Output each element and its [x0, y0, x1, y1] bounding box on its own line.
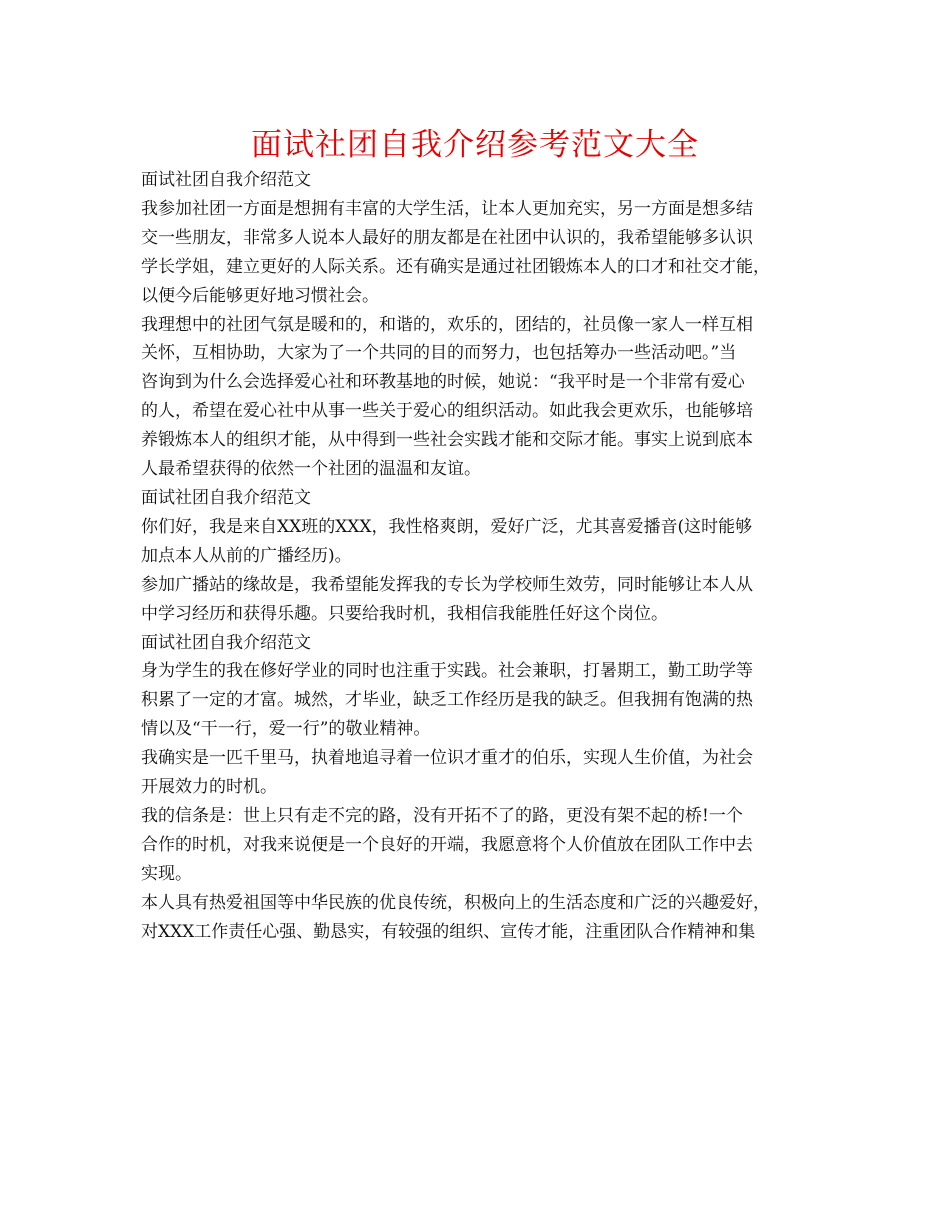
paragraph-line: 我的信条是：世上只有走不完的路，没有开拓不了的路，更没有架不起的桥!一个 — [141, 805, 743, 826]
paragraph-line: 关怀，互相协助，大家为了一个共同的目的而努力，也包括筹办一些活动吧。”当 — [141, 343, 737, 364]
paragraph-line: 学长学姐，建立更好的人际关系。还有确实是通过社团锻炼本人的口才和社交才能， — [141, 256, 770, 277]
paragraph-line: 的人，希望在爱心社中从事一些关于爱心的组织活动。如此我会更欢乐，也能够培 — [141, 401, 753, 422]
document-title: 面试社团自我介绍参考范文大全 — [251, 127, 699, 163]
paragraph-line: 面试社团自我介绍范文 — [141, 632, 311, 653]
paragraph-line: 本人具有热爱祖国等中华民族的优良传统，积极向上的生活态度和广泛的兴趣爱好， — [141, 892, 770, 913]
paragraph-line: 以便今后能够更好地习惯社会。 — [141, 285, 379, 306]
paragraph-line: 面试社团自我介绍范文 — [141, 170, 311, 190]
paragraph-line: 合作的时机，对我来说便是一个良好的开端，我愿意将个人价值放在团队工作中去 — [141, 834, 753, 855]
paragraph-line: 情以及“干一行，爱一行”的敬业精神。 — [141, 719, 431, 740]
paragraph — [141, 889, 821, 947]
paragraph — [141, 195, 821, 311]
paragraph-line: 人最希望获得的依然一个社团的温温和友谊。 — [141, 459, 481, 480]
paragraph — [141, 744, 821, 802]
paragraph-line: 交一些朋友，非常多人说本人最好的朋友都是在社团中认识的，我希望能够多认识 — [141, 227, 753, 248]
paragraph-line: 身为学生的我在修好学业的同时也注重于实践。社会兼职，打暑期工，勤工助学等 — [141, 661, 753, 682]
paragraph-line: 面试社团自我介绍范文 — [141, 487, 311, 508]
paragraph-line: 参加广播站的缘故是，我希望能发挥我的专长为学校师生效劳，同时能够让本人从 — [141, 574, 753, 595]
paragraph — [141, 629, 821, 658]
paragraph-line: 积累了一定的才富。城然，才毕业，缺乏工作经历是我的缺乏。但我拥有饱满的热 — [141, 690, 753, 711]
paragraph-line: 养锻炼本人的组织才能，从中得到一些社会实践才能和交际才能。事实上说到底本 — [141, 430, 753, 451]
document-body — [141, 166, 821, 946]
paragraph-line: 咨询到为什么会选择爱心社和环教基地的时候，她说：“我平时是一个非常有爱心 — [141, 372, 745, 393]
paragraph-line: 实现。 — [141, 863, 192, 884]
paragraph-line: 对XXX工作责任心强、勤恳实，有较强的组织、宣传才能，注重团队合作精神和集 — [141, 921, 756, 942]
paragraph — [141, 513, 821, 571]
paragraph-line: 我理想中的社团气氛是暖和的，和谐的，欢乐的，团结的，社员像一家人一样互相 — [141, 314, 753, 335]
paragraph — [141, 571, 821, 629]
paragraph-line: 我参加社团一方面是想拥有丰富的大学生活，让本人更加充实，另一方面是想多结 — [141, 198, 753, 219]
paragraph — [141, 802, 821, 889]
paragraph-line: 加点本人从前的广播经历)。 — [141, 545, 352, 566]
paragraph — [141, 311, 821, 484]
paragraph — [141, 484, 821, 513]
paragraph — [141, 166, 821, 195]
paragraph-line: 你们好，我是来自XX班的XXX，我性格爽朗，爱好广泛，尤其喜爱播音(这时能够 — [141, 516, 753, 537]
paragraph — [141, 657, 821, 744]
paragraph-line: 中学习经历和获得乐趣。只要给我时机，我相信我能胜任好这个岗位。 — [141, 603, 668, 624]
paragraph-line: 我确实是一匹千里马，执着地追寻着一位识才重才的伯乐，实现人生价值，为社会 — [141, 748, 753, 769]
paragraph-line: 开展效力的时机。 — [141, 777, 277, 798]
